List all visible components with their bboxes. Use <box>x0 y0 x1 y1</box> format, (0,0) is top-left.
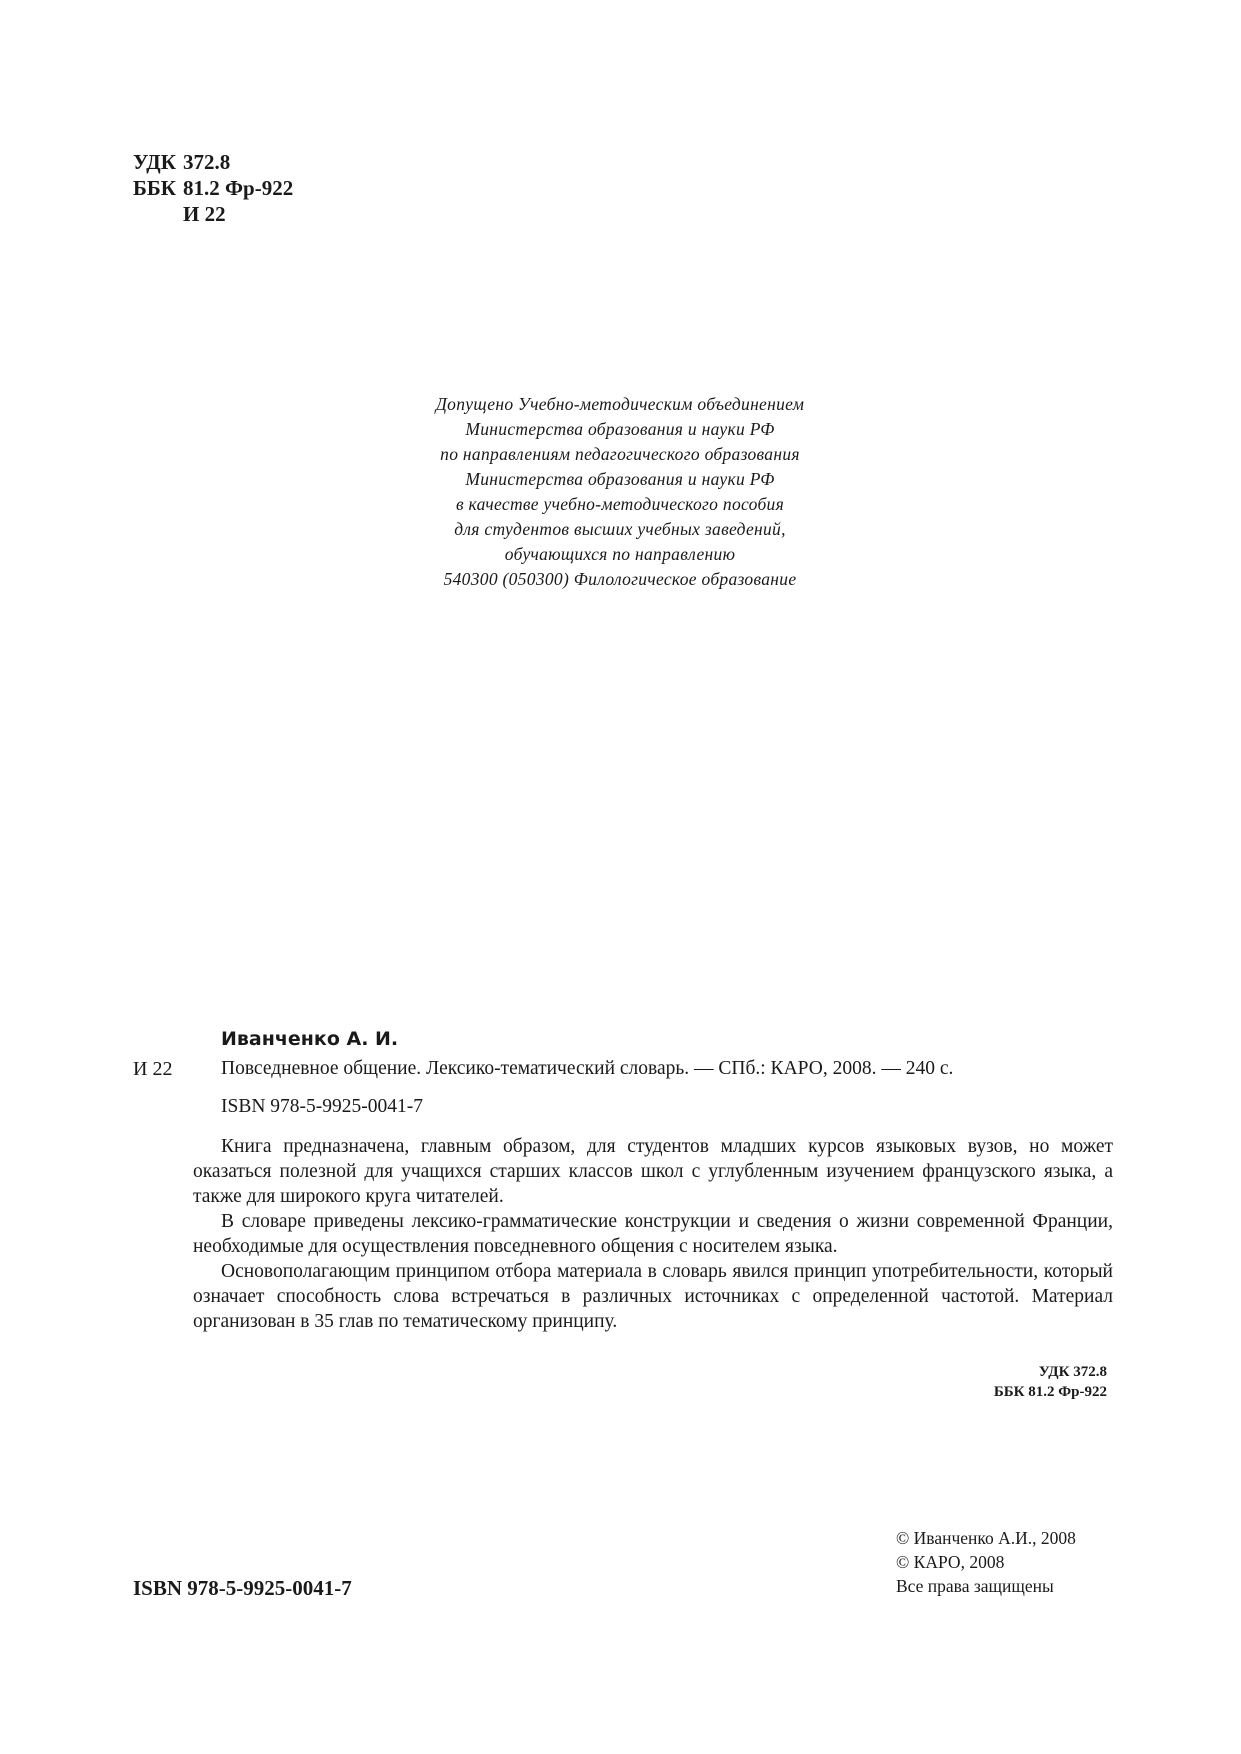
bbk-value: 81.2 Фр-922 <box>183 176 294 200</box>
author-sign-row <box>133 201 293 227</box>
approval-line: Допущено Учебно-методическим объединением <box>435 394 805 414</box>
copyright-line: Все права защищены <box>896 1576 1054 1596</box>
approval-line: для студентов высших учебных заведений, <box>454 519 786 539</box>
bbk-bottom-row: ББК 81.2 Фр-922 <box>993 1384 1107 1400</box>
approval-line: в качестве учебно-методического пособия <box>455 494 785 514</box>
abstract-paragraph: Основополагающим принципом отбора материала в словарь явился принцип употребительности, который означает способность слова встречаться в различных источниках с определенной частотой. Материал организован в 35 глав по тематическому принципу. <box>193 1261 1113 1332</box>
approval-line: обучающихся по направлению <box>504 544 736 564</box>
bbk-label: ББК <box>133 176 176 200</box>
author-name: Иванченко А. И. <box>221 1028 399 1050</box>
approval-line: 540300 (050300) Филологическое образование <box>443 569 797 589</box>
description-row <box>133 1054 1113 1086</box>
bbk-row <box>133 175 293 201</box>
abstract <box>193 1134 1113 1334</box>
approval-line: по направлениям педагогического образования <box>440 444 800 464</box>
abstract-paragraph: В словаре приведены лексико-грамматические конструкции и сведения о жизни современной Франции, необходимые для осуществления повседневного общения с носителем языка. <box>193 1211 1113 1257</box>
abstract-paragraph: Книга предназначена, главным образом, для студентов младших курсов языковых вузов, но может оказаться полезной для учащихся старших классов школ с углубленным изучением французского языка, а также для широкого круга читателей. <box>193 1136 1113 1207</box>
classification-codes-bottom <box>994 1362 1107 1402</box>
book-description: Повседневное общение. Лексико-тематический словарь. — СПб.: КАРО, 2008. — 240 с. <box>221 1058 954 1079</box>
udk-value: 372.8 <box>183 150 231 174</box>
approval-line: Министерства образования и науки РФ <box>465 419 775 439</box>
author-sign: И 22 <box>133 1058 173 1080</box>
udk-bottom-row: УДК 372.8 <box>1038 1364 1107 1380</box>
bibliographic-record <box>133 1024 1113 1334</box>
udk-label: УДК <box>133 150 176 174</box>
copyright-line: © Иванченко А.И., 2008 <box>896 1528 1076 1548</box>
approval-stamp-text <box>360 392 880 592</box>
copyright-line: © КАРО, 2008 <box>896 1552 1005 1572</box>
classification-codes-top <box>133 149 293 227</box>
isbn-bottom: ISBN 978-5-9925-0041-7 <box>133 1576 352 1600</box>
copyright-block <box>896 1526 1076 1598</box>
author-sign-value: И 22 <box>183 202 226 226</box>
approval-line: Министерства образования и науки РФ <box>465 469 775 489</box>
isbn-record: ISBN 978-5-9925-0041-7 <box>221 1096 424 1117</box>
author-sign-label <box>133 201 183 227</box>
udk-row <box>133 149 293 175</box>
